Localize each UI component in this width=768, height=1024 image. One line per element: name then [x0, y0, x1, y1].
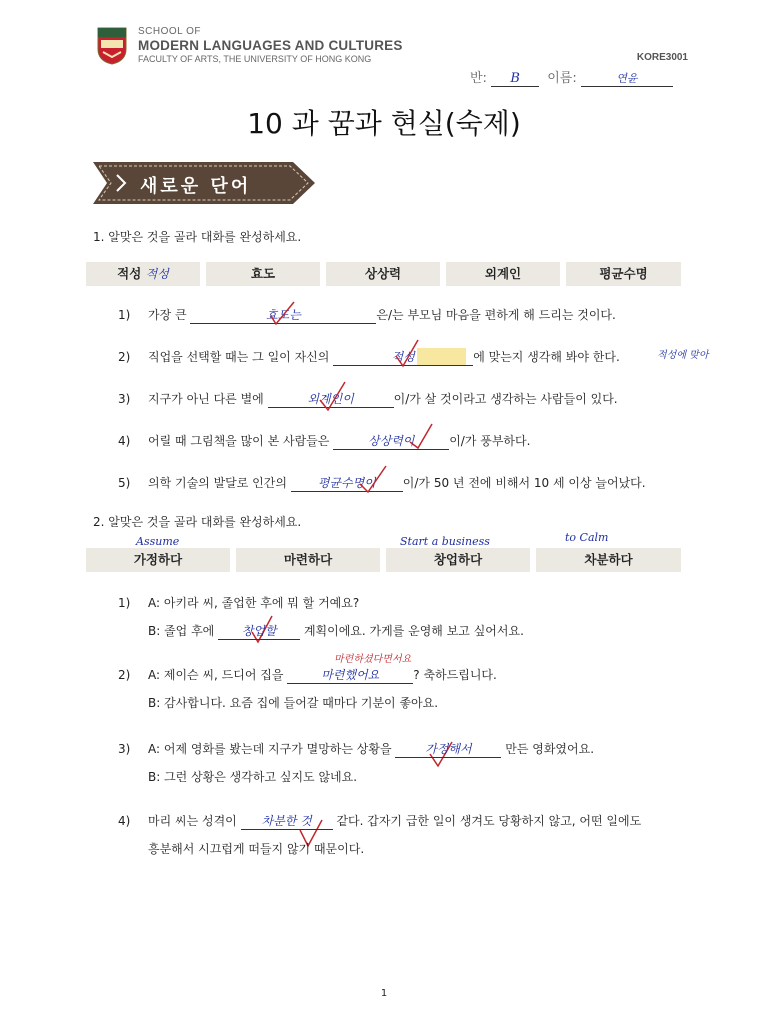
page-number: 1	[380, 988, 388, 999]
answer-blank[interactable]: 상상력이	[333, 432, 449, 450]
ex1-item-5: 5) 의학 기술의 발달로 인간의 평균수명이 이/가 50 년 전에 비해서 10 세 이상 늘어났다.	[118, 476, 646, 490]
ex2-item-4-line1: 4) 마리 씨는 성격이 차분한 것 같다. 갑자기 급한 일이 생겨도 당황하지 않고, 어떤 일에도	[118, 814, 642, 828]
ex2-item-2-b: B: 감사합니다. 요즘 집에 들어갈 때마다 기분이 좋아요.	[148, 696, 439, 710]
handwritten-note: 적성에 맞아	[657, 350, 709, 361]
faculty-name: FACULTY OF ARTS, THE UNIVERSITY OF HONG KONG	[138, 54, 372, 64]
ex1-item-3: 3) 지구가 아닌 다른 별에 외계인이 이/가 살 것이라고 생각하는 사람들이 있다.	[118, 392, 618, 406]
answer-blank[interactable]: 차분한 것	[241, 812, 333, 830]
class-name-row	[470, 67, 673, 87]
school-name: MODERN LANGUAGES AND CULTURES	[138, 38, 403, 53]
exercise1-instruction: 1. 알맞은 것을 골라 대화를 완성하세요.	[93, 230, 302, 244]
word-box-2: 마련하다	[236, 548, 380, 572]
section-banner-title: 새로운 단어	[140, 176, 252, 197]
correction-note: 마련하셨다면서요	[334, 654, 412, 665]
ex1-item-4: 4) 어릴 때 그림책을 많이 본 사람들은 상상력이 이/가 풍부하다.	[118, 434, 531, 448]
word-box-3: 창업하다	[386, 548, 530, 572]
word-box-label: 적성	[117, 266, 142, 281]
word-box-5: 평균수명	[566, 262, 681, 286]
course-code: KORE3001	[636, 52, 688, 63]
word-note-1: Assume	[136, 535, 180, 548]
ex2-item-3-a: 3) A: 어제 영화를 봤는데 지구가 멸망하는 상황을 가정해서 만든 영화였어요.	[118, 742, 595, 756]
answer-blank[interactable]: 평균수명이	[291, 474, 403, 492]
word-box-2: 효도	[206, 262, 320, 286]
name-field[interactable]	[581, 70, 673, 87]
word-box-3: 상상력	[326, 262, 440, 286]
class-label: 반:	[470, 71, 487, 86]
ex1-item-2: 2) 직업을 선택할 때는 그 일이 자신의 적성 에 맞는지 생각해 봐야 한다.	[118, 350, 620, 364]
word-note-4: to Calm	[565, 531, 609, 544]
ex2-item-1-b: B: 졸업 후에 창업할 계획이에요. 가게를 운영해 보고 싶어서요.	[148, 624, 524, 638]
word-box-1	[86, 262, 200, 286]
word-box-note: 적성	[145, 267, 169, 281]
answer-blank[interactable]: 창업할	[218, 622, 300, 640]
word-note-3: Start a business	[400, 535, 490, 548]
hku-crest-icon	[97, 27, 127, 65]
answer-blank[interactable]: 외계인이	[268, 390, 394, 408]
answer-blank[interactable]: 마련했어요	[287, 666, 413, 684]
class-field[interactable]	[491, 71, 539, 87]
name-label: 이름:	[547, 71, 577, 86]
ex2-item-1-a: 1) A: 아키라 씨, 졸업한 후에 뭐 할 거예요?	[118, 596, 360, 610]
answer-blank[interactable]: 효도는	[190, 306, 376, 324]
page-title: 10 과 꿈과 현실(숙제)	[247, 107, 521, 140]
word-box-4: 외계인	[446, 262, 560, 286]
school-label: SCHOOL OF	[138, 26, 202, 37]
exercise2-instruction: 2. 알맞은 것을 골라 대화를 완성하세요.	[93, 515, 302, 529]
ex2-item-3-b: B: 그런 상황은 생각하고 싶지도 않네요.	[148, 770, 358, 784]
word-box-1: 가정하다	[86, 548, 230, 572]
ex1-item-1: 1) 가장 큰 효도는 은/는 부모님 마음을 편하게 해 드리는 것이다.	[118, 308, 616, 322]
ex2-item-4-line2: 흥분해서 시끄럽게 떠들지 않기 때문이다.	[148, 842, 365, 856]
ex2-item-2-a: 2) A: 제이슨 씨, 드디어 집을 마련했어요 ? 축하드립니다.	[118, 668, 497, 682]
name-value: 연윤	[616, 72, 638, 85]
answer-blank[interactable]: 가정해서	[395, 740, 501, 758]
answer-blank[interactable]: 적성	[333, 348, 473, 366]
class-value: B	[510, 71, 520, 86]
word-box-4: 차분하다	[536, 548, 681, 572]
